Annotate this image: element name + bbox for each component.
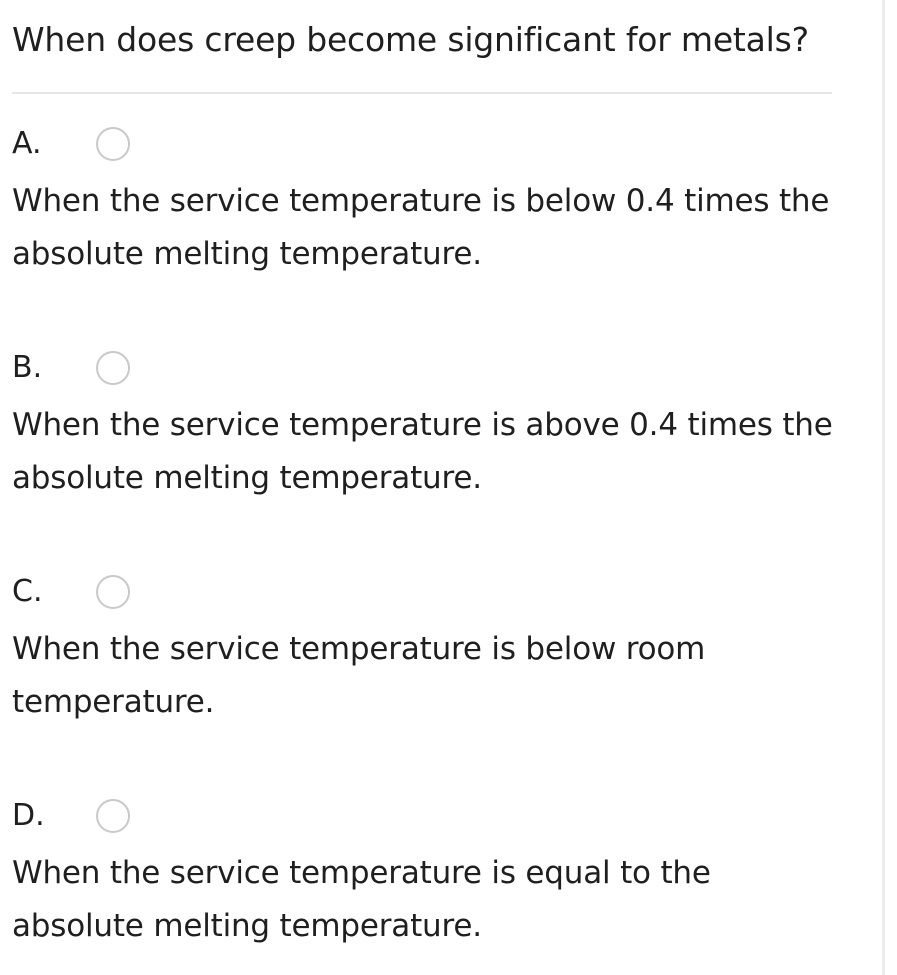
option-d-header[interactable]	[12, 793, 842, 839]
radio-button-b[interactable]	[96, 351, 130, 385]
right-scroll-rail	[882, 0, 885, 975]
option-text-c: When the service temperature is below room temperature.	[12, 631, 706, 720]
question-divider	[12, 92, 832, 94]
option-text-b: When the service temperature is above 0.4 times the absolute melting temperature.	[12, 407, 833, 496]
option-text-a: When the service temperature is below 0.4 times the absolute melting temperature.	[12, 183, 830, 272]
option-letter-b: B.	[12, 350, 43, 385]
radio-button-d[interactable]	[96, 799, 130, 833]
option-text-d: When the service temperature is equal to the absolute melting temperature.	[12, 855, 711, 944]
option-a-header[interactable]	[12, 121, 842, 167]
radio-button-a[interactable]	[96, 127, 130, 161]
answer-option-c[interactable]	[12, 569, 842, 729]
option-c-header[interactable]	[12, 569, 842, 615]
option-b-header[interactable]	[12, 345, 842, 391]
option-letter-a: A.	[12, 126, 42, 161]
option-letter-d: D.	[12, 798, 45, 833]
answer-option-d[interactable]	[12, 793, 842, 953]
radio-button-c[interactable]	[96, 575, 130, 609]
answer-option-a[interactable]	[12, 121, 842, 281]
option-letter-c: C.	[12, 574, 43, 609]
answer-option-b[interactable]	[12, 345, 842, 505]
question-text: When does creep become significant for metals?	[12, 20, 809, 59]
